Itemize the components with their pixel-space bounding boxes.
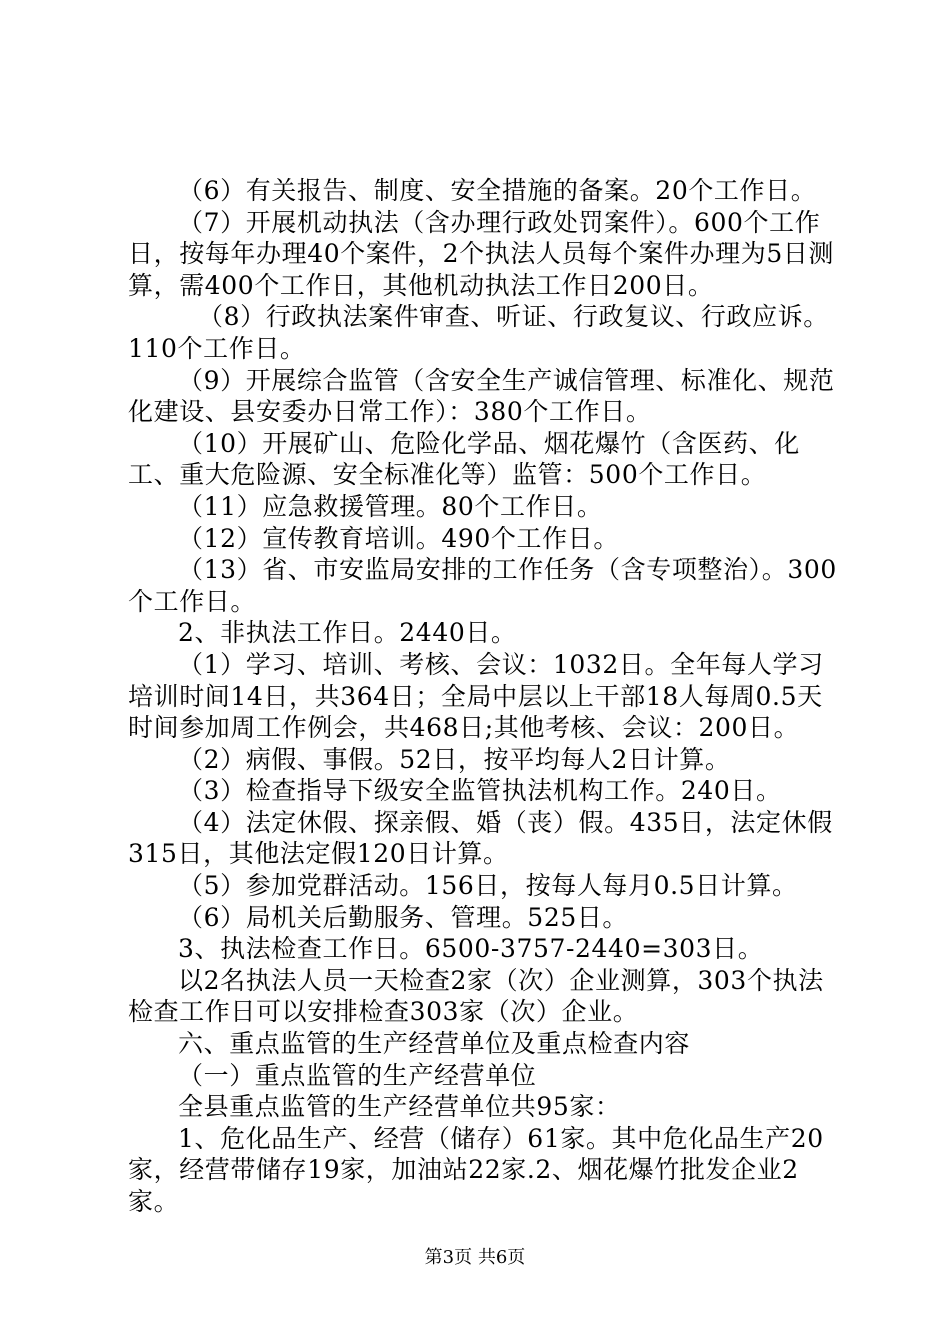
paragraph: （6）局机关后勤服务、管理。525日。 (178, 902, 629, 932)
paragraph: （12）宣传教育培训。490个工作日。 (178, 523, 619, 553)
paragraph: 以2名执法人员一天检查2家（次）企业测算，303个执法检查工作日可以安排检查303家（次）企业。 (128, 965, 824, 1027)
document-body (128, 175, 840, 1218)
paragraph: （3）检查指导下级安全监管执法机构工作。240日。 (178, 776, 782, 806)
paragraph: 2、非执法工作日。2440日。 (178, 618, 517, 648)
paragraph: 3、执法检查工作日。6500-3757-2440=303日。 (178, 934, 764, 964)
paragraph: （7）开展机动执法（含办理行政处罚案件）。600个工作日，按每年办理40个案件，2个执法人员每个案件办理为5日测算，需400个工作日，其他机动执法工作日200日。 (128, 207, 835, 300)
paragraph: （9）开展综合监管（含安全生产诚信管理、标准化、规范化建设、县安委办日常工作）：380个工作日。 (128, 365, 835, 427)
paragraph: （2）病假、事假。52日，按平均每人2日计算。 (178, 744, 731, 774)
section-heading: 六、重点监管的生产经营单位及重点检查内容 (178, 1029, 691, 1059)
page-footer: 第3页 共6页 (424, 1247, 526, 1268)
paragraph: （11）应急救援管理。80个工作日。 (178, 491, 603, 521)
paragraph: （4）法定休假、探亲假、婚（丧）假。435日，法定休假315日，其他法定假120日计算。 (128, 807, 833, 869)
paragraph: 全县重点监管的生产经营单位共95家： (178, 1092, 621, 1122)
paragraph: （13）省、市安监局安排的工作任务（含专项整治）。300个工作日。 (128, 555, 837, 616)
paragraph: （1）学习、培训、考核、会议：1032日。全年每人学习培训时间14日，共364日；全局中层以上干部18人每周0.5天时间参加周工作例会，共468日;其他考核、会议：200日。 (128, 649, 824, 743)
paragraph: （6）有关报告、制度、安全措施的备案。20个工作日。 (178, 176, 817, 205)
paragraph: 1、危化品生产、经营（储存）61家。其中危化品生产20家，经营带储存19家，加油站22家.2、烟花爆竹批发企业2家。 (128, 1123, 824, 1216)
paragraph: （5）参加党群活动。156日，按每人每月0.5日计算。 (178, 871, 798, 901)
subsection-heading: （一）重点监管的生产经营单位 (178, 1060, 537, 1090)
paragraph: （10）开展矿山、危险化学品、烟花爆竹（含医药、化工、重大危险源、安全标准化等）监管：500个工作日。 (128, 428, 800, 490)
paragraph: （8）行政执法案件审查、听证、行政复议、行政应诉。110个工作日。 (128, 302, 829, 363)
